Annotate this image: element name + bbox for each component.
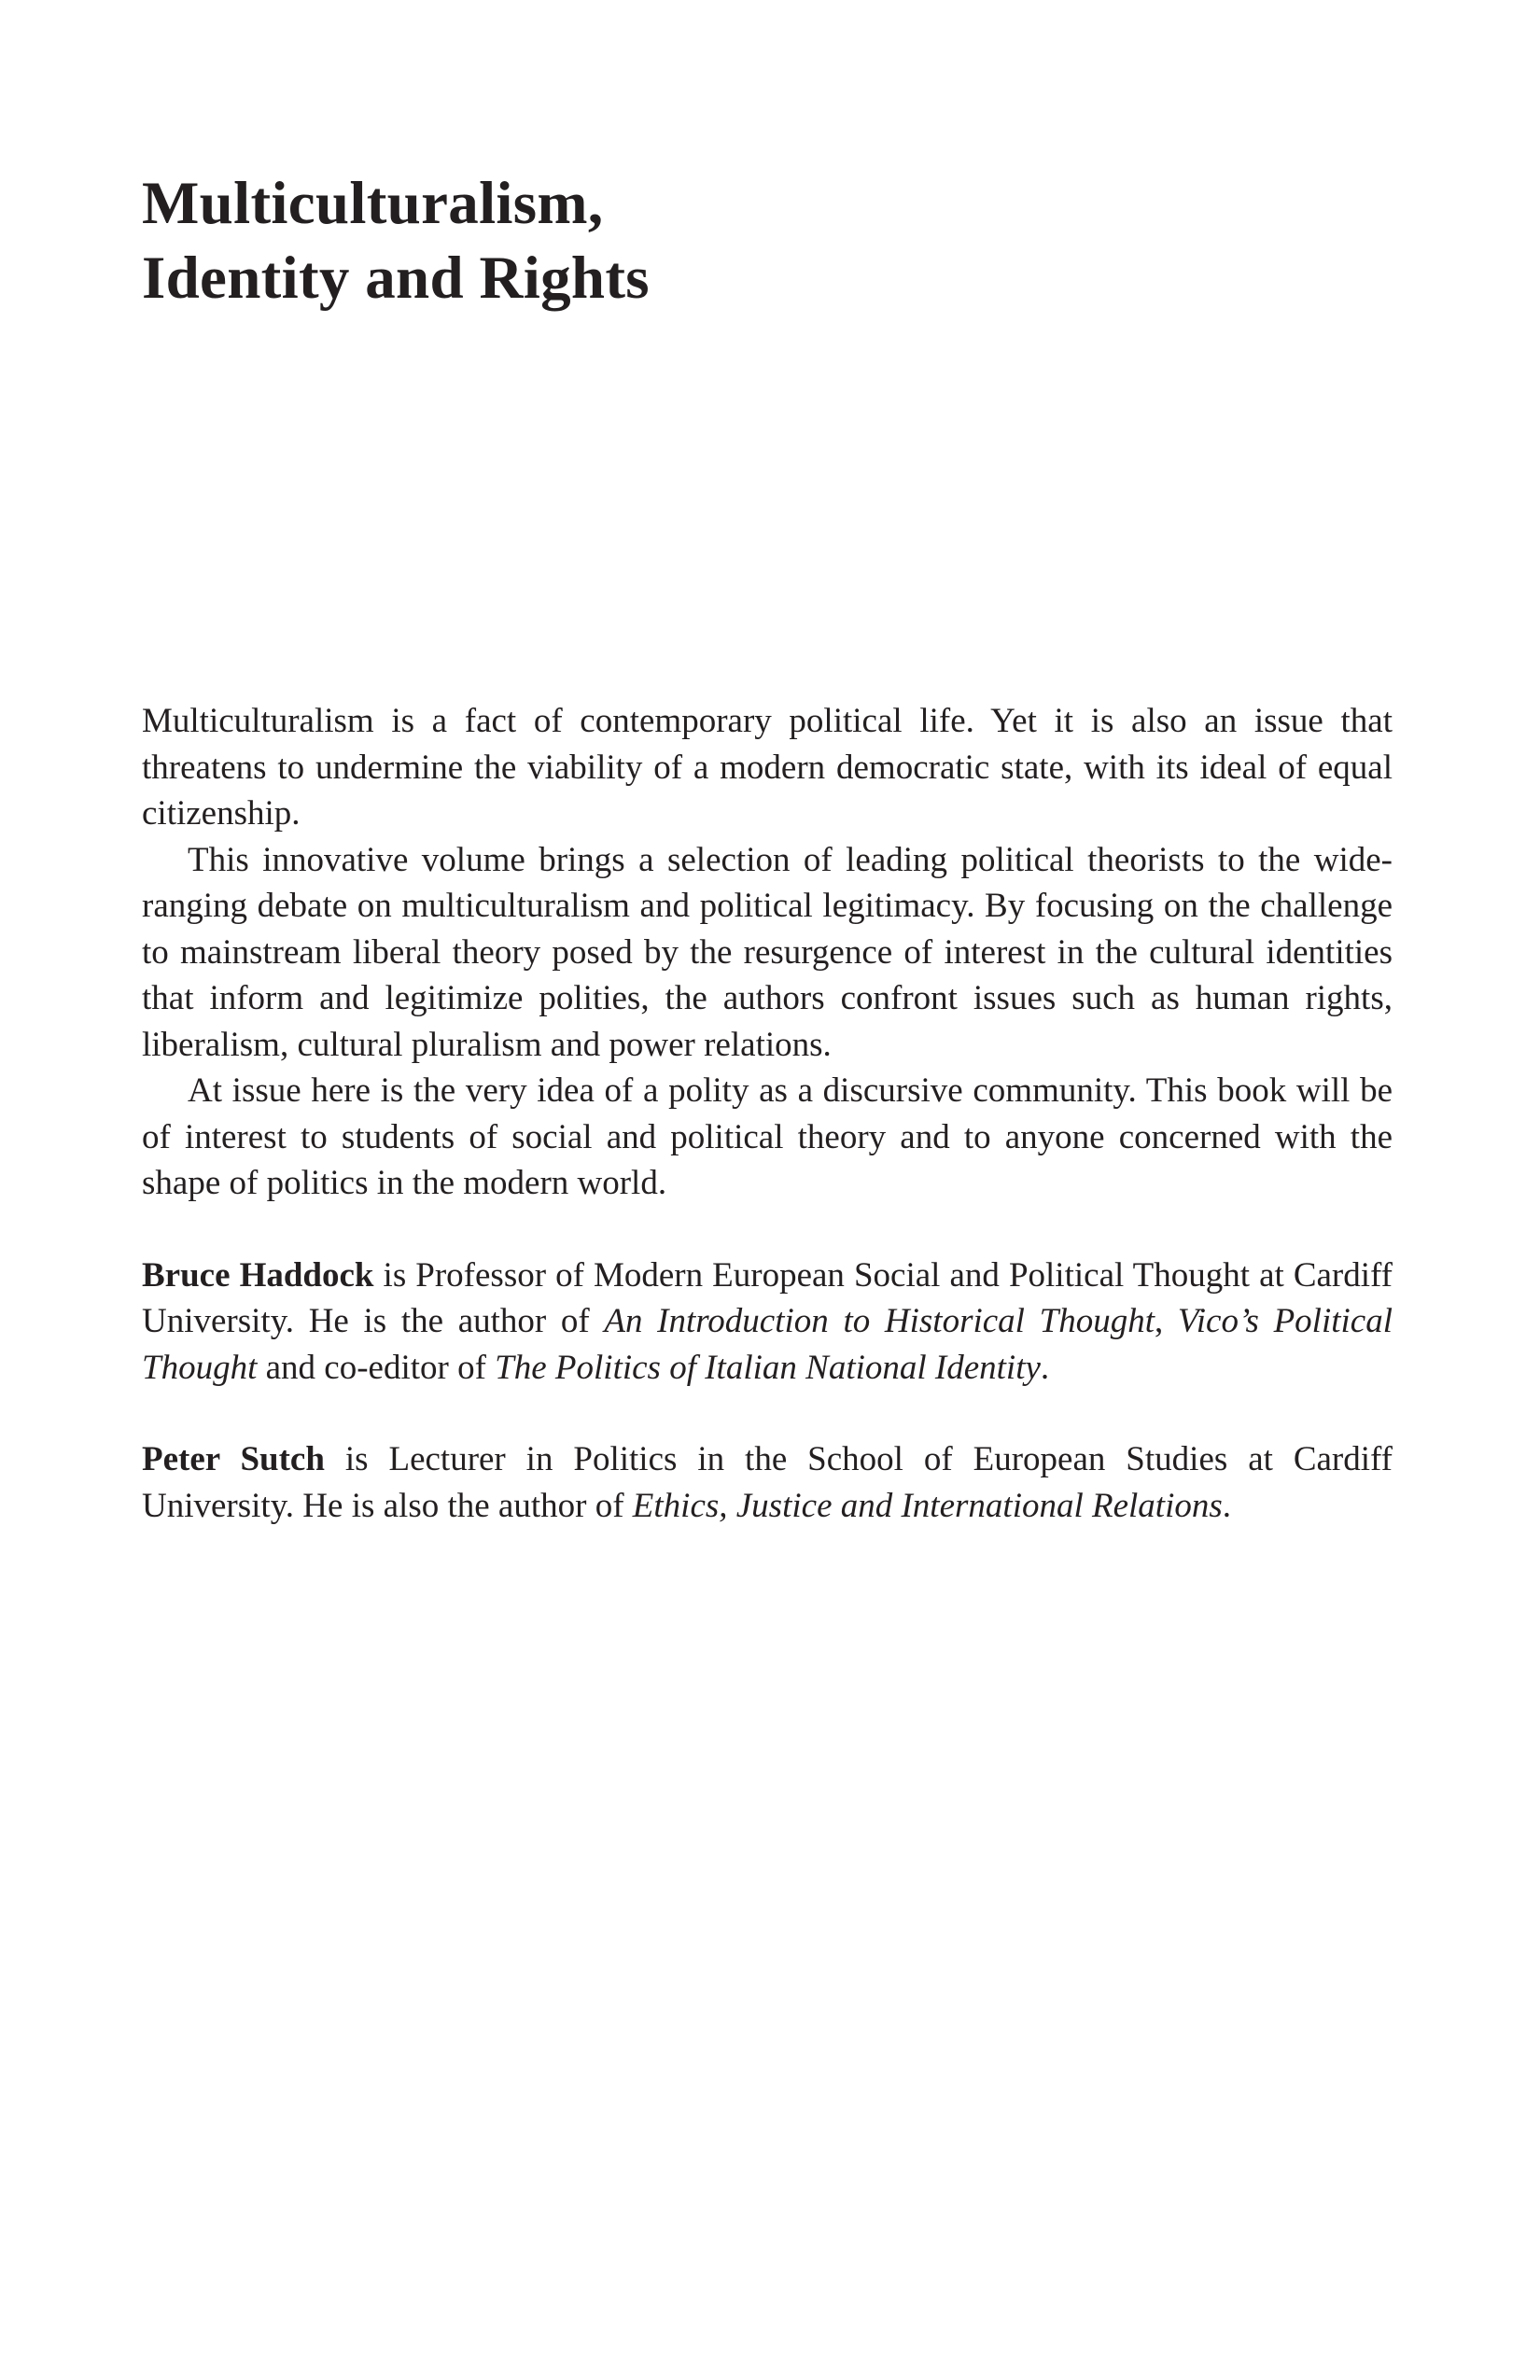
book-title-ref: The Politics of Italian National Identity xyxy=(495,1348,1041,1387)
bio-text: and co-editor of xyxy=(257,1348,496,1387)
author-bio-sutch xyxy=(142,1436,1393,1529)
author-name-haddock: Bruce Haddock xyxy=(142,1255,374,1295)
book-title-ref: Ethics, Justice and International Relations xyxy=(632,1486,1223,1525)
blurb-text xyxy=(142,698,1393,1529)
author-bio-haddock xyxy=(142,1253,1393,1392)
title-line-2: Identity and Rights xyxy=(142,245,650,312)
title-line-1: Multiculturalism, xyxy=(142,170,604,237)
bio-text: is Professor of Modern European Social and Political Thought at Cardiff University. He is the author of xyxy=(142,1255,1393,1340)
book-title-ref: An Introduction to Historical Thought xyxy=(604,1302,1155,1340)
bio-end: . xyxy=(1040,1348,1050,1387)
book-title xyxy=(142,166,1355,315)
bio-separator: , xyxy=(1154,1302,1178,1340)
blurb-paragraph-2: This innovative volume brings a selection of leading political theorists to the wide-ranging debate on multiculturalism and political legitimacy. By focusing on the challenge to mainstream liberal theory posed by the resurgence of interest in the cultural identities that inform and legitimize polities, the authors confront issues such as human rights, liberalism, cultural pluralism and power relations. xyxy=(142,840,1393,1064)
book-title-ref: Vico’s Political Thought xyxy=(142,1302,1393,1387)
blurb-paragraph-3: At issue here is the very idea of a polity as a discursive community. This book will be of interest to students of social and political theory and to anyone concerned with the shape of politics in the modern world. xyxy=(142,1071,1393,1202)
bio-text: is Lecturer in Politics in the School of European Studies at Cardiff University. He is also the author of xyxy=(142,1440,1393,1525)
bio-end: . xyxy=(1222,1486,1232,1525)
blurb-paragraph-1: Multiculturalism is a fact of contemporary political life. Yet it is also an issue that threatens to undermine the viability of a modern democratic state, with its ideal of equal citizenship. xyxy=(142,702,1393,833)
author-name-sutch: Peter Sutch xyxy=(142,1440,325,1478)
